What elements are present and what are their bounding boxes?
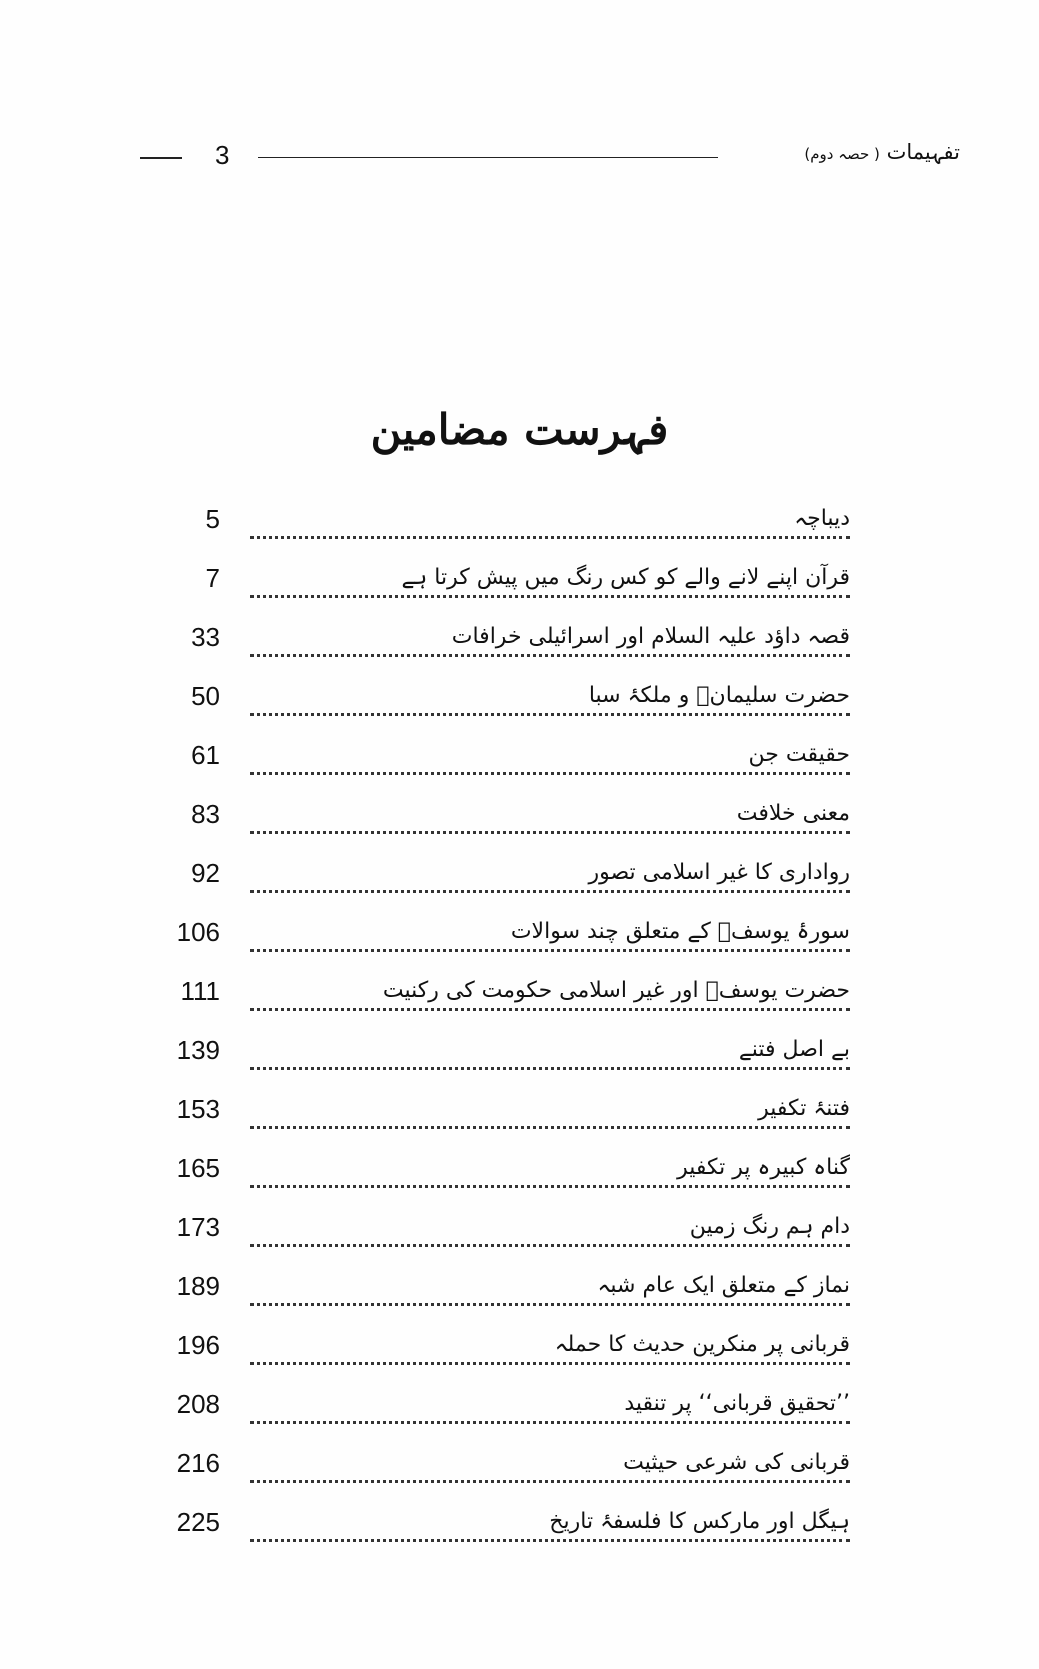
toc-page-number: 225: [176, 1507, 220, 1537]
header-rule: [258, 157, 718, 158]
toc-row: [150, 1210, 850, 1269]
toc-page-number: 173: [176, 1212, 220, 1242]
table-of-contents: [150, 502, 850, 1564]
toc-page-number: 153: [176, 1094, 220, 1124]
toc-row: [150, 1269, 850, 1328]
toc-page-number: 208: [176, 1389, 220, 1419]
toc-row: [150, 915, 850, 974]
toc-entry-title: حضرت یوسفؑ اور غیر اسلامی حکومت کی رکنیت: [375, 974, 850, 1008]
book-title-text: تفہیمات: [886, 140, 960, 164]
toc-row: [150, 738, 850, 797]
toc-row: [150, 1387, 850, 1446]
toc-entry-title: نماز کے متعلق ایک عام شبہ: [589, 1269, 850, 1303]
toc-entry-title: سورۂ یوسفؑ کے متعلق چند سوالات: [503, 915, 850, 949]
toc-page-number: 61: [191, 740, 220, 770]
dot-leader: [250, 524, 850, 539]
book-title: [804, 140, 960, 164]
part-label: ( حصہ دوم): [804, 145, 880, 163]
toc-row: [150, 1328, 850, 1387]
toc-entry-title: قربانی پر منکرین حدیث کا حملہ: [547, 1328, 850, 1362]
toc-row: [150, 620, 850, 679]
toc-row: [150, 974, 850, 1033]
toc-page-number: 83: [191, 799, 220, 829]
toc-page-number: 5: [205, 504, 220, 534]
toc-page-number: 139: [176, 1035, 220, 1065]
toc-entry-title: قربانی کی شرعی حیثیت: [615, 1446, 850, 1480]
toc-row: [150, 856, 850, 915]
header-dash: [140, 157, 182, 159]
toc-entry-title: ’’تحقیق قربانی‘‘ پر تنقید: [616, 1387, 850, 1421]
toc-entry-title: معنی خلافت: [729, 797, 850, 831]
toc-page-number: 92: [191, 858, 220, 888]
toc-page-number: 106: [176, 917, 220, 947]
toc-entry-title: گناہ کبیرہ پر تکفیر: [669, 1151, 850, 1185]
toc-entry-title: قصہ داؤد علیہ السلام اور اسرائیلی خرافات: [444, 620, 850, 654]
toc-row: [150, 1092, 850, 1151]
toc-row: [150, 1033, 850, 1092]
toc-page-number: 50: [191, 681, 220, 711]
toc-row: [150, 1151, 850, 1210]
toc-row: [150, 1446, 850, 1505]
toc-entry-title: دام ہم رنگ زمین: [682, 1210, 850, 1244]
toc-row: [150, 502, 850, 561]
toc-entry-title: دیباچہ: [786, 502, 850, 536]
toc-page-number: 216: [176, 1448, 220, 1478]
page-number: 3: [215, 140, 230, 170]
toc-row: [150, 1505, 850, 1564]
toc-entry-title: بے اصل فتنے: [731, 1033, 850, 1067]
toc-page-number: 196: [176, 1330, 220, 1360]
toc-page-number: 7: [205, 563, 220, 593]
toc-entry-title: قرآن اپنے لانے والے کو کس رنگ میں پیش کرتا ہے: [393, 561, 850, 595]
toc-page-number: 33: [191, 622, 220, 652]
toc-entry-title: فتنۂ تکفیر: [750, 1092, 850, 1126]
toc-page-number: 165: [176, 1153, 220, 1183]
toc-entry-title: حضرت سلیمانؑ و ملکۂ سبا: [581, 679, 850, 713]
toc-entry-title: رواداری کا غیر اسلامی تصور: [580, 856, 850, 890]
toc-page-number: 111: [180, 976, 220, 1006]
toc-entry-title: حقیقت جن: [741, 738, 850, 772]
toc-page-number: 189: [176, 1271, 220, 1301]
contents-title: فہرست مضامین: [370, 405, 669, 454]
toc-row: [150, 797, 850, 856]
running-header: [140, 138, 960, 178]
toc-entry-title: ہیگل اور مارکس کا فلسفۂ تاریخ: [541, 1505, 850, 1539]
toc-row: [150, 679, 850, 738]
toc-row: [150, 561, 850, 620]
